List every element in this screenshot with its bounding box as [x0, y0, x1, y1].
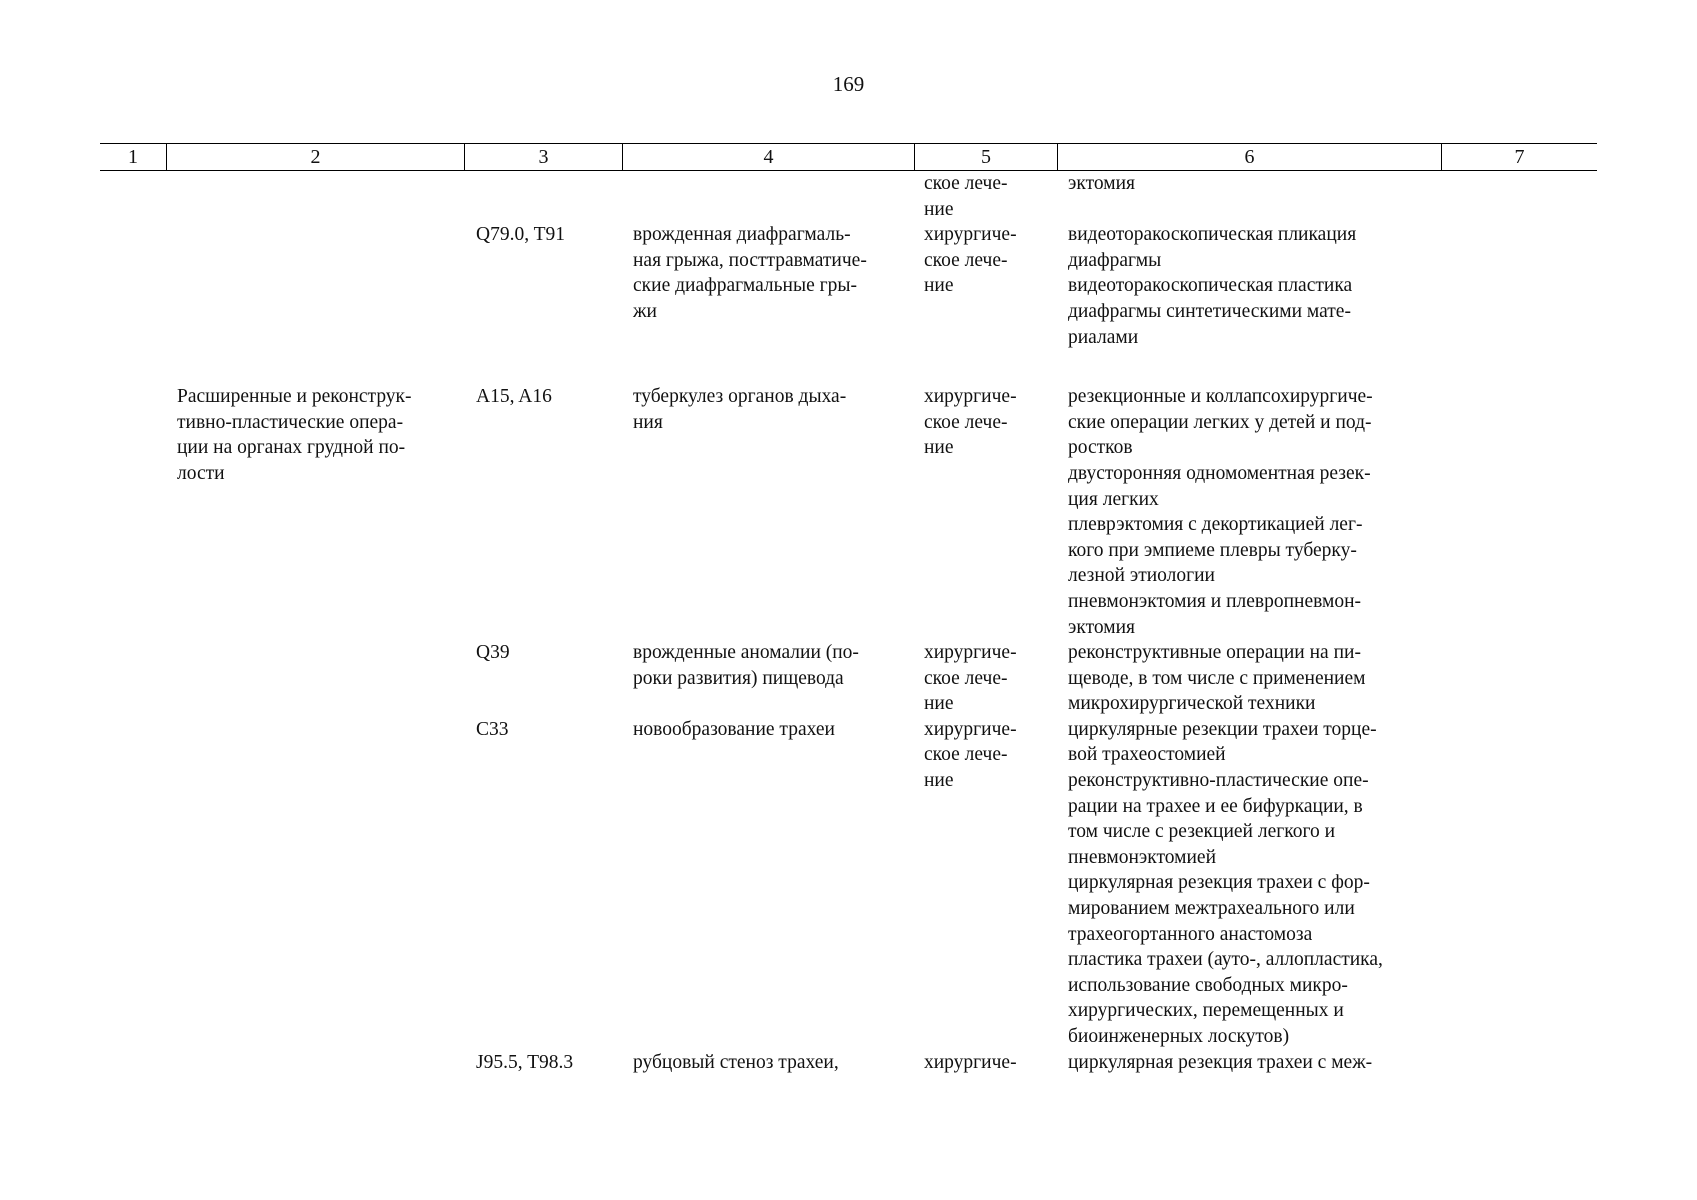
method-item: двусторонняя одномоментная резек- ция легких [1068, 462, 1371, 510]
group-cell [166, 1050, 464, 1076]
row-spacer [100, 350, 1597, 384]
header-col-5: 5 [914, 144, 1057, 170]
empty-cell [1441, 222, 1597, 350]
row-number-cell [100, 640, 166, 717]
model-cell: новообразование трахеи [633, 718, 835, 740]
row-number-cell [100, 384, 166, 640]
empty-cell [1441, 717, 1597, 1050]
model-cell [622, 171, 914, 222]
header-col-7: 7 [1441, 144, 1597, 170]
method-item: реконструктивные операции на пи- щеводе, в том числе с применением микрохирургической техники [1068, 642, 1366, 715]
row-number-cell [100, 717, 166, 1050]
model-cell: врожденная диафрагмаль- ная грыжа, посттравматиче- ские диафрагмальные гры- жи [633, 224, 867, 322]
methods-cell [1057, 717, 1441, 1050]
method-item: циркулярная резекция трахеи с меж- [1068, 1051, 1373, 1073]
methods-cell [1057, 384, 1441, 640]
header-col-4: 4 [622, 144, 914, 170]
row-number-cell [100, 171, 166, 222]
table-row [100, 171, 1597, 222]
page-number: 169 [832, 72, 865, 96]
treatment-cell: ское лече- ние [924, 173, 1008, 220]
group-cell [166, 171, 464, 222]
method-item: пневмонэктомия и плевропневмон- эктомия [1068, 590, 1362, 638]
table-row [100, 640, 1597, 717]
method-item: видеоторакоскопическая пластика диафрагмы синтетическими мате- риалами [1068, 275, 1353, 348]
table-row [100, 222, 1597, 350]
code-cell: Q79.0, T91 [476, 224, 566, 246]
empty-cell [1441, 1050, 1597, 1076]
method-item: реконструктивно-пластические опе- рации на трахее и ее бифуркации, в том числе с резекцией легкого и пневмонэктомией [1068, 770, 1369, 868]
header-col-1: 1 [128, 145, 138, 168]
model-cell: рубцовый стеноз трахеи, [633, 1051, 839, 1073]
table-row [100, 717, 1597, 1050]
methods-cell [1057, 222, 1441, 350]
treatment-cell: хирургиче- [924, 1051, 1017, 1073]
methods-cell [1057, 1050, 1441, 1076]
treatment-cell: хирургиче- ское лече- ние [924, 224, 1017, 297]
empty-cell [1441, 640, 1597, 717]
method-item: эктомия [1068, 173, 1135, 194]
method-item: циркулярные резекции трахеи торце- вой трахеостомией [1068, 718, 1377, 766]
code-cell: C33 [476, 718, 509, 740]
code-cell: J95.5, T98.3 [476, 1051, 574, 1073]
row-number-cell [100, 1050, 166, 1076]
model-cell: врожденные аномалии (по- роки развития) пищевода [633, 642, 859, 689]
treatment-cell: хирургиче- ское лече- ние [924, 642, 1017, 715]
methods-cell [1057, 640, 1441, 717]
code-cell: A15, A16 [476, 386, 552, 408]
table-row [100, 1050, 1597, 1076]
empty-cell [1441, 384, 1597, 640]
empty-cell [1441, 171, 1597, 222]
header-col-2: 2 [166, 144, 464, 170]
row-number-cell [100, 222, 166, 350]
group-cell [166, 717, 464, 1050]
treatment-cell: хирургиче- ское лече- ние [924, 718, 1017, 792]
method-item: плеврэктомия с декортикацией лег- кого при эмпиеме плевры туберку- лезной этиологии [1068, 514, 1363, 587]
methods-cell [1057, 171, 1441, 222]
method-item: резекционные и коллапсохирургиче- ские операции легких у детей и под- ростков [1068, 386, 1373, 459]
table-header-row [100, 143, 1597, 171]
procedures-table [100, 143, 1597, 1075]
group-cell [166, 640, 464, 717]
method-item: видеоторакоскопическая пликация диафрагмы [1068, 224, 1357, 271]
method-item: циркулярная резекция трахеи с фор- мированием межтрахеального или трахеогортанного анастомоза [1068, 872, 1370, 945]
code-cell [464, 171, 622, 222]
code-cell: Q39 [476, 642, 510, 664]
group-cell: Расширенные и реконструк- тивно-пластические опера- ции на органах грудной по- лости [177, 386, 412, 484]
model-cell: туберкулез органов дыха- ния [633, 386, 847, 433]
treatment-cell: хирургиче- ское лече- ние [924, 386, 1017, 459]
method-item: пластика трахеи (ауто-, аллопластика, использование свободных микро- хирургических, перемещенных и биоинженерных лоскутов) [1068, 949, 1383, 1047]
group-cell [166, 222, 464, 350]
table-row [100, 384, 1597, 640]
header-col-3: 3 [464, 144, 622, 170]
header-col-6: 6 [1057, 144, 1441, 170]
